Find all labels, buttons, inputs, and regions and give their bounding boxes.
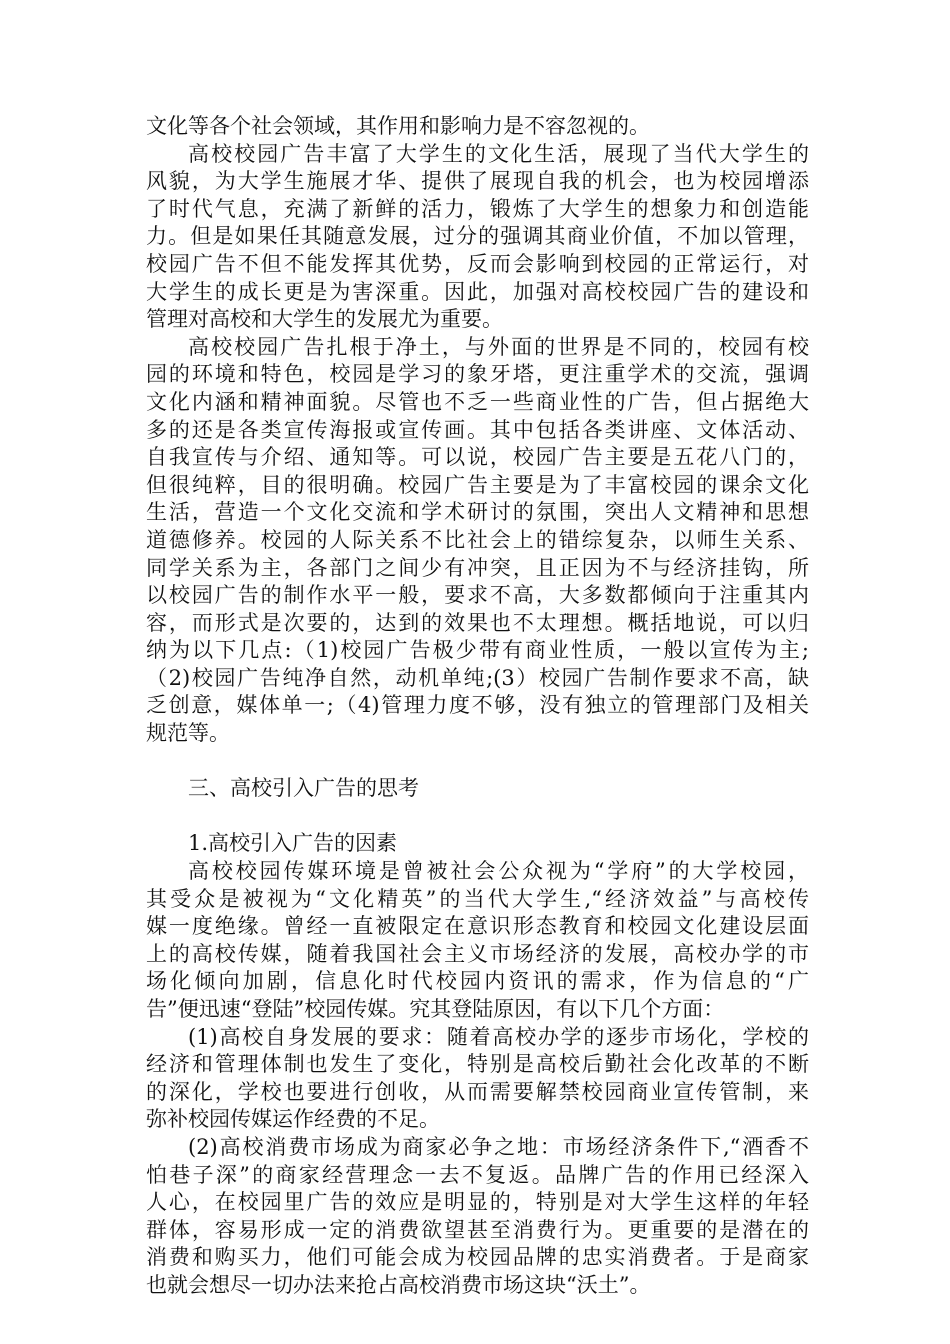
text-line: 规范等。 [146,721,230,746]
text-line: 经济和管理体制也发生了变化，特别是高校后勤社会化改革的不断 [146,1052,809,1077]
text-line: 了时代气息，充满了新鲜的活力，锻炼了大学生的想象力和创造能 [146,196,809,221]
text-line: 文化等各个社会领域，其作用和影响力是不容忽视的。 [146,114,650,138]
text-line: 风貌，为大学生施展才华、提供了展现自我的机会，也为校园增添 [146,169,809,194]
text-line: 告”便迅速“登陆”校园传媒。究其登陆原因，有以下几个方面： [146,997,725,1021]
text-line: 文化内涵和精神面貌。尽管也不乏一些商业性的广告，但占据绝大 [146,389,809,414]
text-line: 多的还是各类宣传海报或宣传画。其中包括各类讲座、文体活动、 [146,417,809,442]
text-line: 高校校园广告丰富了大学生的文化生活，展现了当代大学生的 [188,141,809,166]
spacer [146,748,809,776]
paragraph-5 [146,1024,809,1134]
text-line: 媒一度绝缘。曾经一直被限定在意识形态教育和校园文化建设层面 [146,914,809,939]
text-line: （2)校园广告纯净自然，动机单纯;(3）校园广告制作要求不高，缺 [146,665,809,690]
paragraph-4 [146,858,809,1024]
text-line: 园的环境和特色，校园是学习的象牙塔，更注重学术的交流，强调 [146,362,809,387]
text-line: 力。但是如果任其随意发展，过分的强调其商业价值，不加以管理， [146,224,809,249]
text-line: 自我宣传与介绍、通知等。可以说，校园广告主要是五花八门的， [146,445,809,470]
text-line: 道德修养。校园的人际关系不比社会上的错综复杂，以师生关系、 [146,527,809,552]
text-line: 消费和购买力，他们可能会成为校园品牌的忠实消费者。于是商家 [146,1245,809,1270]
text-line: 大学生的成长更是为害深重。因此，加强对高校校园广告的建设和 [146,279,809,304]
text-line: 以校园广告的制作水平一般，要求不高，大多数都倾向于注重其内 [146,583,809,608]
text-line: 管理对高校和大学生的发展尤为重要。 [146,307,503,332]
subsection-heading: 1.高校引入广告的因素 [188,831,398,856]
spacer [146,803,809,831]
paragraph-3 [146,334,809,748]
text-line: 场化倾向加剧，信息化时代校园内资讯的需求，作为信息的“广 [146,969,809,994]
text-line: 群体，容易形成一定的消费欲望甚至消费行为。更重要的是潜在的 [146,1217,809,1242]
text-line: 的深化，学校也要进行创收，从而需要解禁校园商业宣传管制，来 [146,1079,809,1104]
text-line: 人心，在校园里广告的效应是明显的，特别是对大学生这样的年轻 [146,1190,809,1215]
text-line: 同学关系为主，各部门之间少有冲突，且正因为不与经济挂钩，所 [146,555,809,580]
text-line: 校园广告不但不能发挥其优势，反而会影响到校园的正常运行，对 [146,251,809,276]
text-line: (2)高校消费市场成为商家必争之地：市场经济条件下,“酒香不 [188,1134,809,1159]
text-line: 上的高校传媒，随着我国社会主义市场经济的发展，高校办学的市 [146,941,809,966]
text-line: 容，而形式是次要的，达到的效果也不太理想。概括地说，可以归 [146,610,809,635]
text-line: (1)高校自身发展的要求：随着高校办学的逐步市场化，学校的 [188,1024,809,1049]
text-line: 生活，营造一个文化交流和学术研讨的氛围，突出人文精神和思想 [146,500,809,525]
text-line: 弥补校园传媒运作经费的不足。 [146,1107,440,1132]
text-line: 高校校园广告扎根于净土，与外面的世界是不同的，校园有校 [188,334,809,359]
section-heading: 三、高校引入广告的思考 [188,776,419,801]
paragraph-1 [146,113,809,141]
paragraph-2 [146,141,809,334]
text-line: 高校校园传媒环境是曾被社会公众视为“学府”的大学校园， [188,859,809,884]
text-line: 也就会想尽一切办法来抢占高校消费市场这块“沃土”。 [146,1272,651,1297]
document-page [146,113,809,1300]
text-line: 但很纯粹，目的很明确。校园广告主要是为了丰富校园的课余文化 [146,472,809,497]
text-line: 其受众是被视为“文化精英”的当代大学生,“经济效益”与高校传 [146,886,809,911]
paragraph-6 [146,1134,809,1300]
text-line: 怕巷子深”的商家经营理念一去不复返。品牌广告的作用已经深入 [146,1162,809,1187]
text-line: 乏创意，媒体单一;（4)管理力度不够，没有独立的管理部门及相关 [146,693,809,718]
text-line: 纳为以下几点:（1)校园广告极少带有商业性质，一般以宣传为主; [146,638,809,663]
